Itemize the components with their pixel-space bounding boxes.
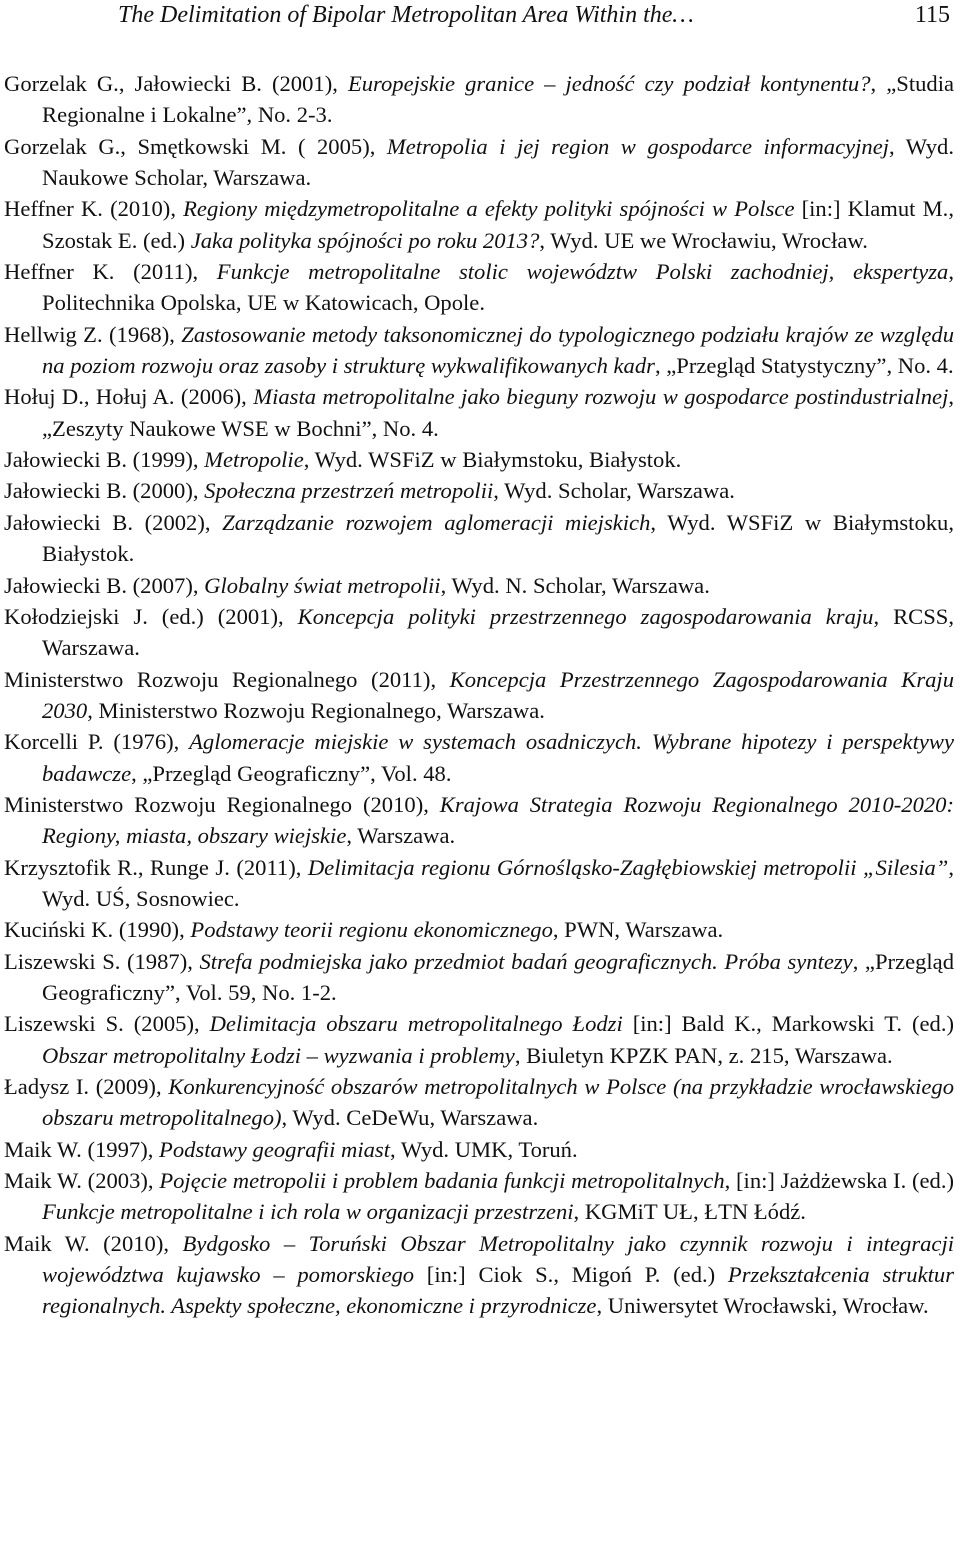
reference-author: Jałowiecki B. (1999), bbox=[4, 447, 205, 473]
reference-rest: , „Przegląd Geograficzny”, Vol. 59, No. 1-2. bbox=[42, 948, 955, 1005]
reference-title: Koncepcja Przestrzennego Zagospodarowania Kraju 2030 bbox=[42, 666, 954, 723]
reference-entry bbox=[4, 914, 954, 945]
reference-title: Społeczna przestrzeń metropolii bbox=[204, 478, 494, 504]
running-header bbox=[4, 0, 958, 30]
reference-rest-2: , Biuletyn KPZK PAN, z. 215, Warszawa. bbox=[514, 1042, 893, 1068]
reference-rest: [in:] Ciok S., Migoń P. (ed.) bbox=[414, 1262, 728, 1288]
reference-entry bbox=[4, 507, 954, 570]
reference-title: Koncepcja polityki przestrzennego zagospodarowania kraju bbox=[297, 603, 874, 629]
reference-author: Hołuj D., Hołuj A. (2006), bbox=[4, 384, 254, 410]
reference-title: Podstawy teorii regionu ekonomicznego bbox=[190, 917, 553, 943]
reference-rest: , Wyd. WSFiZ w Białymstoku, Białystok. bbox=[303, 447, 682, 473]
reference-entry bbox=[4, 131, 954, 194]
page-number: 115 bbox=[914, 2, 950, 28]
reference-rest: , Wyd. CeDeWu, Warszawa. bbox=[281, 1105, 539, 1131]
reference-author: Kołodziejski J. (ed.) (2001), bbox=[4, 603, 298, 629]
reference-title-2: Obszar metropolitalny Łodzi – wyzwania i problemy bbox=[42, 1042, 515, 1068]
reference-title: Miasta metropolitalne jako bieguny rozwoju w gospodarce postindustrialnej bbox=[253, 384, 949, 410]
reference-rest: , Wyd. Naukowe Scholar, Warszawa. bbox=[42, 133, 954, 191]
reference-entry bbox=[4, 381, 954, 444]
reference-title: Aglomeracje miejskie w systemach osadniczych. Wybrane hipotezy i perspektywy badawcze bbox=[42, 729, 954, 786]
reference-entry bbox=[4, 1071, 954, 1134]
reference-title: Funkcje metropolitalne stolic województw Polski zachodniej, ekspertyza bbox=[216, 259, 949, 285]
reference-title: Bydgosko – Toruński Obszar Metropolitalny jako czynnik rozwoju i integracji województwa kujawsko – pomorskiego bbox=[42, 1230, 954, 1288]
reference-title: Delimitacja regionu Górnośląsko-Zagłębiowskiej metropolii „Silesia” bbox=[307, 854, 949, 880]
reference-title: Globalny świat metropolii bbox=[204, 572, 441, 598]
reference-author: Liszewski S. (2005), bbox=[4, 1011, 210, 1037]
reference-title: Regiony międzymetropolitalne a efekty polityki spójności w Polsce bbox=[183, 196, 795, 222]
reference-title: Metropolia i jej region w gospodarce informacyjnej bbox=[386, 133, 890, 159]
reference-entry bbox=[4, 726, 954, 789]
reference-entry bbox=[4, 1134, 954, 1165]
reference-rest: , Wyd. UŚ, Sosnowiec. bbox=[42, 854, 955, 911]
reference-title: Delimitacja obszaru metropolitalnego Łodzi bbox=[209, 1011, 623, 1037]
reference-title: Metropolie bbox=[204, 447, 304, 473]
reference-rest: , PWN, Warszawa. bbox=[552, 917, 724, 943]
reference-entry bbox=[4, 601, 954, 664]
reference-author: Heffner K. (2010), bbox=[4, 196, 184, 222]
reference-entry bbox=[4, 570, 954, 601]
reference-author: Korcelli P. (1976), bbox=[4, 729, 190, 755]
reference-entry bbox=[4, 444, 954, 475]
reference-author: Hellwig Z. (1968), bbox=[4, 321, 182, 347]
reference-list bbox=[4, 68, 954, 1322]
reference-entry bbox=[4, 946, 954, 1009]
reference-rest: , Warszawa. bbox=[346, 823, 456, 849]
reference-entry bbox=[4, 193, 954, 256]
reference-author: Jałowiecki B. (2002), bbox=[4, 509, 223, 535]
reference-rest-2: , Wyd. UE we Wrocławiu, Wrocław. bbox=[539, 227, 868, 253]
reference-author: Jałowiecki B. (2000), bbox=[4, 478, 205, 504]
reference-rest: , „Przegląd Geograficzny”, Vol. 48. bbox=[131, 760, 452, 786]
reference-entry bbox=[4, 68, 954, 131]
reference-author: Heffner K. (2011), bbox=[4, 259, 217, 285]
reference-rest: , „Przegląd Statystyczny”, No. 4. bbox=[654, 353, 954, 379]
reference-title-2: Jaka polityka spójności po roku 2013? bbox=[190, 227, 540, 253]
reference-rest-2: , KGMiT UŁ, ŁTN Łódź. bbox=[573, 1199, 806, 1225]
reference-rest: , Wyd. N. Scholar, Warszawa. bbox=[440, 572, 710, 598]
reference-author: Ładysz I. (2009), bbox=[4, 1074, 169, 1099]
reference-author: Maik W. (2003), bbox=[4, 1168, 160, 1194]
reference-rest: , [in:] Jażdżewska I. (ed.) bbox=[724, 1168, 955, 1194]
reference-entry bbox=[4, 1228, 954, 1322]
reference-title-2: Funkcje metropolitalne i ich rola w organizacji przestrzeni bbox=[42, 1199, 574, 1225]
reference-author: Kuciński K. (1990), bbox=[4, 917, 191, 943]
reference-entry bbox=[4, 475, 954, 506]
reference-title-2: Przekształcenia struktur regionalnych. Aspekty społeczne, ekonomiczne i przyrodnicze bbox=[42, 1262, 954, 1319]
reference-rest-2: , Uniwersytet Wrocławski, Wrocław. bbox=[596, 1293, 929, 1319]
reference-author: Maik W. (1997), bbox=[4, 1136, 160, 1162]
reference-author: Krzysztofik R., Runge J. (2011), bbox=[4, 854, 308, 880]
reference-title: Krajowa Strategia Rozwoju Regionalnego 2010-2020: Regiony, miasta, obszary wiejskie bbox=[42, 791, 955, 849]
reference-entry bbox=[4, 664, 954, 727]
reference-rest: , Wyd. UMK, Toruń. bbox=[389, 1136, 578, 1162]
reference-entry bbox=[4, 1008, 954, 1071]
reference-rest: , Wyd. WSFiZ w Białymstoku, Białystok. bbox=[42, 509, 955, 567]
reference-rest: [in:] Bald K., Markowski T. (ed.) bbox=[622, 1011, 954, 1037]
reference-title: Konkurencyjność obszarów metropolitalnych w Polsce (na przykładzie wrocławskiego obszaru metropolitalnego) bbox=[42, 1074, 954, 1131]
reference-title: Zastosowanie metody taksonomicznej do typologicznego podziału krajów ze względu na poziom rozwoju oraz zasoby i strukturę wykwalifikowanych kadr bbox=[42, 321, 954, 379]
reference-author: Gorzelak G., Jałowiecki B. (2001), bbox=[4, 71, 348, 96]
reference-rest: , RCSS, Warszawa. bbox=[42, 603, 955, 661]
reference-rest: , Ministerstwo Rozwoju Regionalnego, Warszawa. bbox=[87, 697, 545, 723]
reference-author: Ministerstwo Rozwoju Regionalnego (2010), bbox=[4, 791, 440, 817]
reference-title: Strefa podmiejska jako przedmiot badań geograficznych. Próba syntezy bbox=[199, 948, 853, 974]
reference-rest: [in:] Klamut M., Szostak E. (ed.) bbox=[42, 196, 954, 253]
reference-rest: , Wyd. Scholar, Warszawa. bbox=[493, 478, 735, 504]
reference-entry bbox=[4, 1165, 954, 1228]
reference-title: Pojęcie metropolii i problem badania funkcji metropolitalnych bbox=[159, 1168, 725, 1194]
reference-author: Jałowiecki B. (2007), bbox=[4, 572, 205, 598]
reference-title: Podstawy geografii miast bbox=[159, 1136, 390, 1162]
reference-entry bbox=[4, 852, 954, 915]
reference-author: Liszewski S. (1987), bbox=[4, 948, 200, 974]
reference-rest: , „Studia Regionalne i Lokalne”, No. 2-3. bbox=[42, 71, 954, 128]
reference-entry bbox=[4, 789, 954, 852]
reference-entry bbox=[4, 256, 954, 319]
reference-author: Ministerstwo Rozwoju Regionalnego (2011), bbox=[4, 666, 450, 692]
reference-entry bbox=[4, 319, 954, 382]
reference-rest: , „Zeszyty Naukowe WSE w Bochni”, No. 4. bbox=[42, 384, 954, 441]
reference-title: Zarządzanie rozwojem aglomeracji miejskich bbox=[222, 509, 651, 535]
reference-author: Gorzelak G., Smętkowski M. ( 2005), bbox=[4, 133, 387, 159]
reference-rest: , Politechnika Opolska, UE w Katowicach, Opole. bbox=[42, 259, 954, 316]
reference-author: Maik W. (2010), bbox=[4, 1230, 183, 1256]
running-title: The Delimitation of Bipolar Metropolitan Area Within the… bbox=[118, 2, 694, 28]
reference-title: Europejskie granice – jedność czy podział kontynentu? bbox=[347, 71, 871, 96]
